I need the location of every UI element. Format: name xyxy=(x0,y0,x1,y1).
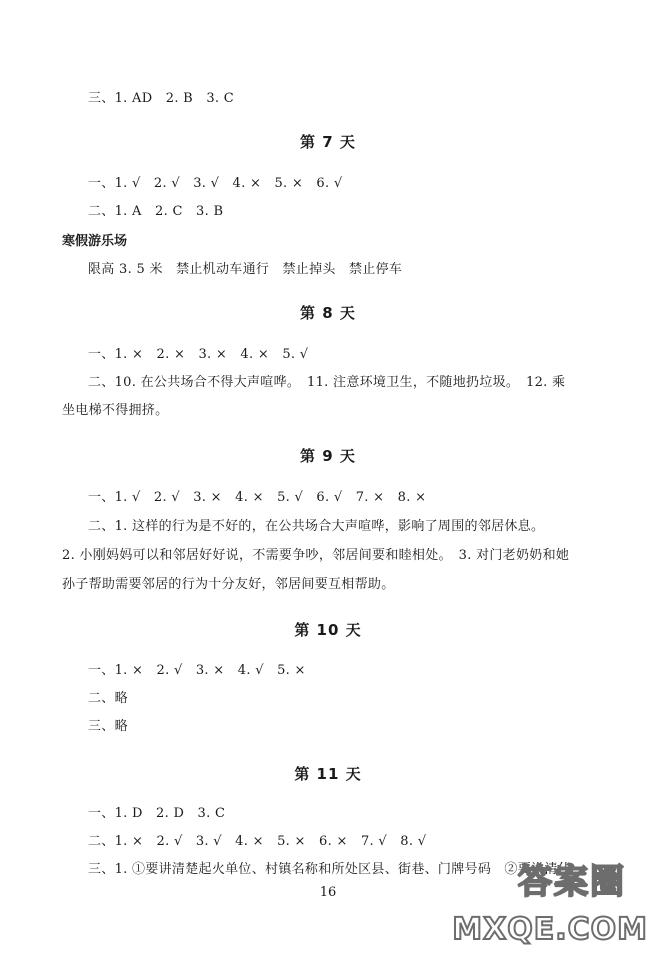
answer-line: 二、略 xyxy=(88,691,128,706)
day-heading: 第 10 天 xyxy=(294,621,362,639)
watermark-title: 答案圈 xyxy=(518,862,626,902)
answer-line: 一、1. √ 2. √ 3. × 4. × 5. √ 6. √ 7. × 8. × xyxy=(88,490,427,505)
answer-line: 孙子帮助需要邻居的行为十分友好，邻居间要互相帮助。 xyxy=(62,577,395,592)
day-heading: 第 7 天 xyxy=(300,133,356,151)
answer-line: 一、1. × 2. × 3. × 4. × 5. √ xyxy=(88,347,309,362)
answer-line: 二、1. A 2. C 3. B xyxy=(88,204,224,219)
answer-line: 二、1. 这样的行为是不好的，在公共场合大声喧哗，影响了周围的邻居休息。 xyxy=(88,519,545,534)
answer-line: 2. 小刚妈妈可以和邻居好好说，不需要争吵，邻居间要和睦相处。 3. 对门老奶奶和她 xyxy=(62,548,570,563)
section-subtitle: 寒假游乐场 xyxy=(62,234,128,249)
page-number: 16 xyxy=(319,885,337,900)
watermark-domain: MXQE.COM xyxy=(452,912,648,947)
answer-line: 坐电梯不得拥挤。 xyxy=(62,403,169,418)
day-heading: 第 9 天 xyxy=(300,447,356,465)
answer-line: 一、1. √ 2. √ 3. √ 4. × 5. × 6. √ xyxy=(88,176,343,191)
answer-line: 三、略 xyxy=(88,719,128,734)
answer-line: 一、1. × 2. √ 3. × 4. √ 5. × xyxy=(88,663,306,678)
answer-line: 二、1. × 2. √ 3. √ 4. × 5. × 6. × 7. √ 8. √ xyxy=(88,834,427,849)
day-heading: 第 11 天 xyxy=(294,765,362,783)
day-heading: 第 8 天 xyxy=(300,304,356,322)
answer-line: 二、10. 在公共场合不得大声喧哗。 11. 注意环境卫生，不随地扔垃圾。 12. 乘 xyxy=(88,375,566,390)
answer-line: 一、1. D 2. D 3. C xyxy=(88,806,226,821)
answer-line: 三、1. AD 2. B 3. C xyxy=(88,91,235,106)
answer-line: 三、1. ①要讲清楚起火单位、村镇名称和所处区县、街巷、门牌号码 ②要讲清什 xyxy=(88,862,571,877)
answer-line: 限高 3. 5 米 禁止机动车通行 禁止掉头 禁止停车 xyxy=(88,262,403,277)
watermark-logo xyxy=(452,862,648,954)
